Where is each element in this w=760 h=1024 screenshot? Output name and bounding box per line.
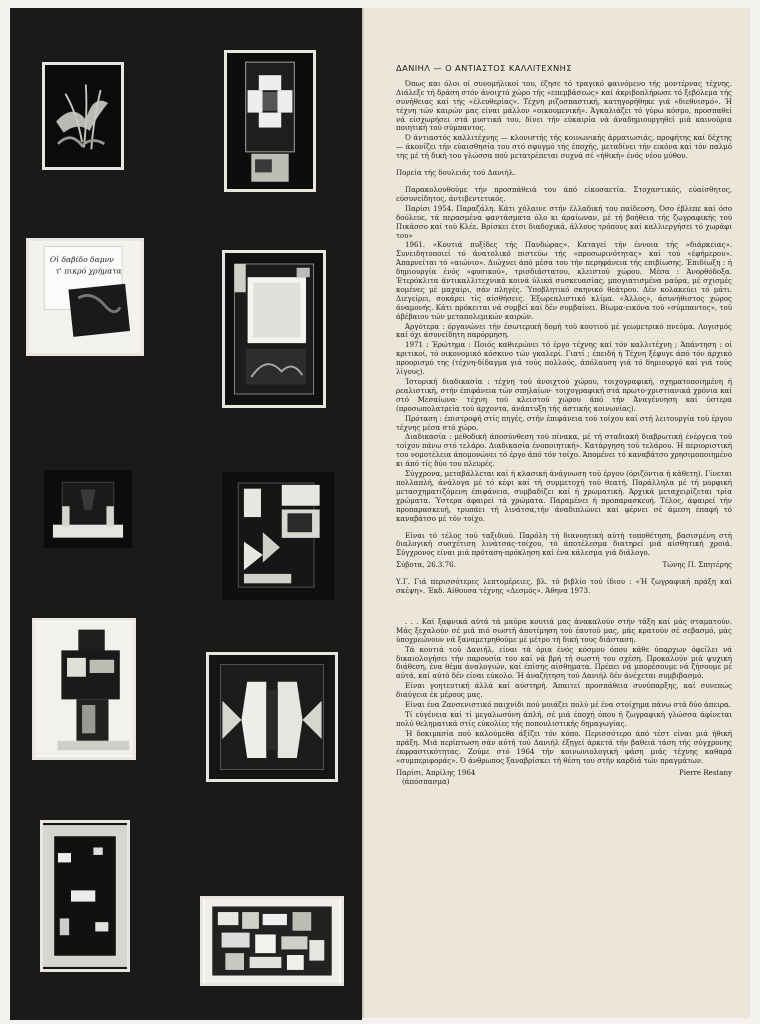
body-paragraph: Είναι τό τέλος τού ταξιδιού. Παρόλη τή διανοητική αύτή τοποθέτηση, βασισμένη στή διαλογική συσχέτιση λινάτσας-τοίχου, τό άποτέλεσμα διατηρεί μιά αίσθητική χροιά. Σύγχρονος είναι μιά πρόταση-πρόκληση καί ένα κάλεσμα γιά διάλογο. [396, 530, 732, 558]
signature-author: Τώνης Π. Σπητέρης [662, 560, 732, 570]
vertical-construction-drawing [35, 621, 133, 757]
quote-author: Pierre Restany [679, 768, 732, 778]
photo-dark-box-stand [44, 470, 132, 548]
body-paragraph: Πρόταση : έπιστροφή στίς πηγές, στήν έπιφάνεια τού τοίχου καί στή λειτουργία τού έργου τέχνης μέσα στό χώρο. [396, 413, 732, 432]
signature-block [396, 561, 732, 570]
quote-paragraph: Είναι γοητευτική άλλά καί αύστηρή. Άπαιτεί προσπάθεια συνύπαρξης, καί συνεπώς διαύγεια έκ μέρους μας. [396, 681, 732, 700]
quote-signature-block [396, 769, 732, 787]
panels-box-drawing [209, 655, 335, 779]
article-title: ΔΑΝΙΗΛ — Ο ΑΝΤΙΑΣΤΟΣ ΚΑΛΛΙΤΕΧΝΗΣ [396, 63, 572, 73]
box-cross-drawing [227, 53, 313, 189]
box-landscape-drawing [225, 253, 323, 405]
photo-folded-box [222, 472, 334, 600]
body-paragraph: Διαδικασία : μεθοδική άποσύνθεση τού πίνακα, μέ τή σταδιακή διαβρωτική ένέργεια τού τοίχου πάνω στό τελάρο. Διαδικασία ένοποιητική». Κατάργηση τού τελάρου. Ή περιοριστική του νομοτέλεια άπομονώνει τό έργο άπό τόν τοίχο. Άπομένει τό καναβάτσο χρησιμοποιημένο κι άπό τίς δύο του πλευρές. [396, 432, 732, 469]
photo-vertical-construction [32, 618, 136, 760]
body-paragraph: 1961. «Κουτιά πυξίδες τής Πανδώρας». Καταγεί τήν έννοια τής «διάρκειας». Συνειδητοποιεί τό άνατολικό πιστεύω τής «προσωρινότητας» καί τού «έφήμερου». Άπαρνείται τό «αιώνιο». Διώχνει άπό μέσα του τήν περηφάνεια τής επιβίωσης. Έπιδίωξη : ή δημιουργία ένός «φυσικού», τρισδιάστατου, κλειστού χώρου. Μέσα : Άνορθόδοξα. Έτερόκλιτα άντικαλλιτεχνικά κοινά ύλικά συσκευασίας, μπογιατισμένα μαύρα, μέ σχισμές κομένες μέ μαχαίρι, σάν πληγές. Ύποβλητικό σκηνικό θεάτρου. Δέν κολακεύει τό μάτι. Διεγείρει, σοκάρει τίς αίσθήσεις. Έξωρεαλιστικό κλίμα. «Άλλος», άσυνήθιστος χώρος άναμονής. Κάτι πρόκειται νά συμβεί καί δέν συμβαίνει. Βίωμα-εικόνα τού «σύμπαντος», τού άβέβαιου τών μεταπολεμικών καιρών. [396, 240, 732, 321]
grid-collage-drawing [203, 899, 341, 983]
photo-drawing-with-text [26, 238, 144, 356]
folded-box-drawing [225, 475, 331, 597]
postscript-note: Υ.Γ. Γιά περισσότερες λεπτομέρειες, βλ. τό βιβλίο τού ίδιου : «Ή ζωγραφική πράξη καί σκέψη». Έκδ. Αίθουσα τέχνης «Δεσμός». Άθηνα 1973. [396, 577, 732, 596]
dark-box-stand-drawing [47, 473, 129, 545]
photo-black-panel [40, 820, 130, 972]
quote-paragraph: Ή δοκιμασία πού καλούμεθα άξίζει τόν κόπο. Περισσότερο άπό τέστ είναι μιά ήθική πράξη. Μιά περίπτωση σάν αύτή τού Δανιήλ έξηγεί άρκετά τήν βαθειά τάση τής σύγχρονης έκφραστικότητας. Ζούμε στό 1964 τήν κοινωνιολογική φάση μιάς τέχνης καθαρά «συμπεριφοράς». Ό άνθρωπος ξαναβρίσκει τή θέση του στήν καρδιά τών πραγμάτων. [396, 728, 732, 765]
body-paragraph: Παρίσι 1954. Παραζάλη. Κάτι χόλαινε στήν έλλαδική του παίδευση. Όσο έβλεπε καί όσο δούλευε, τά περασμένα φαντάσματα όλο κι άραίωναν, μέ τή βοήθεια τής ζωγραφικής τού Πικάσσο καί τού Κλέε. Βρίσκει έτσι διαδοχικά, άλλους τρόπους καί καλλιεργήσει τό χωράφι του» [396, 203, 732, 240]
quote-paragraph: Τί εύγένεια καί τί μεγαλωσύνη άπλή, σέ μιά έποχή όπου ή ζωγραφική γλώσσα άφίνεται πολύ θεληματικά στίς εύκολίες τής ποπουλιστικής δημαγωγίας. [396, 710, 732, 728]
quote-excerpt-label: (άπόσπασμα) [402, 777, 450, 787]
quote-source [396, 769, 475, 787]
plant-artwork-drawing [45, 65, 121, 167]
intro-paragraph: Όπως και όλοι οί συνομήλικοί του, έζησε τό τραγικό φαινόμενο τής μοντέρνας τέχνης. Διάλεξε τή δράση στόν άνοιχτό χώρο τής «επεμβάσεως» καί άκριβοπλήρωσε τό ξεβόλεμα τής συνήθειας καί τής «έλευθερίας». Τέχνη ριζοσπαστική, κατηγορήθηκε γιά «διεθνισμό». Ή τέχνη τών καιρών μας είναι μάλλον «οικουμενική». Άγκαλιάζει τό γύρω κόσμο, προσπαθεί νά είσχωρήσει στά μυστικά του, δίνει τήν εύκαιρία νά άναδημιουργηθεί μιά καινούρια ποιητική τού σύμπαντος. [396, 78, 732, 133]
body-paragraph: Παρακολουθούμε τήν προσπάθειά του άπό είκοσαετία. Στοχαστικός, εύαίσθητος, εύσυνείδητος, άντιβεντετικός. [396, 184, 732, 203]
quote-paragraph: Τά κουτιά τού Δανιήλ, είναι τά όρια ένός κόσμου όπου κάθε ύπαρχων όφείλει νά δικαιολογήσει τήν παρουσία του καί νά βρή τή σωστή του σχέση. Προκαλούν μιά ψυχική διάθεση, ένα θέμα άναλογιών, καί έπίσης αίσθηματα. Πρέπει νά μπορέσουμε νά ζήσουμε μέ αύτά, καί αύτό δέν είναι εύκολο. Ή άναζήτηση τού Δανιήλ δέν άνέχεται συμβιβασμό. [396, 644, 732, 681]
body-paragraph: Σύγχρονα, μεταβάλλεται καί ή κλασική άνάγνωση τού έργου (όριζόντια ή κάθετη). Γίνεται πολλαπλή, άνάλογα μέ τό κέφι καί τή συμμετοχή τού θεατή. Παράλληλα μέ τή μορφική μετασχηματιζόμενη έπιφάνεια, συμβαδίζει καί ή χρωματική. Άρχικά μεταχειρίζεται τρία χρώματα. Ύστερα άφαιρεί τά χρώματα. Παραμένει ή προπαρασκευή. Τέλος, άφαιρεί τήν προπαρασκευή, τρυπάει τή λινάτσα,τήν άναδιπλώνει καί φέρνει σέ άμεση έπαφή τό καναβάτσο μέ τόν τοίχο. [396, 469, 732, 523]
drawing-with-text-artwork [29, 241, 141, 353]
section-subhead: Πορεία τής δουλειάς τού Δανιήλ. [396, 168, 516, 178]
photo-box-landscape [222, 250, 326, 408]
body-paragraph: Ίστορική διαδικασία : τέχνη τού άνοιχτού χώρου, τοιχογραφική, σχηματοποιημένη ή ρεαλιστική, στήν έπιφάνεια τών σπηλαίων· τοιχογραφική στά πρωτο-χριστιανικά χρόνια καί στό Μεσαίωνα· τέχνη τού κλειστού χώρου άπό τήν Άναγέννηση καί ύστερα (προσωπολατρεία τού άρχοντα, άνάπτυξη τής άστικής κοινωνίας). [396, 377, 732, 413]
svg-text:τ' πικρό χρήματα: τ' πικρό χρήματα [55, 266, 122, 276]
quote-paragraph: Είναι ένα Ζανσενιστικό παιχνίδι πού μοιάζει πολύ μέ ένα στοίχημα πάνω στά δύο άπειρα. [405, 700, 731, 710]
quote-place-date: Παρίσι, Άπρίλης 1964 [396, 768, 476, 778]
photo-panels-box [206, 652, 338, 782]
photo-plant-artwork [42, 62, 124, 170]
intro-paragraph: Ό άντιαστός καλλιτέχνης — κλονιστής τής κοινωνικής άρματωσιάς, προφήτης καί δέχτης — άκονίζει τήν εύαισθησία του στό σφυγμό τής έποχής, μεταδίνει τήν εικόνα καί τόν παλμό της μέ τή δική του γλώσσα πού μετατρέπεται συχνά σέ «ήθική» ένός νέου μύθου. [396, 133, 732, 161]
body-paragraph: Άργότερα : όργανώνει τήν έσωτερική δομή τού κουτιού μέ γεωμετρικό πνεύμα. Λογισμός καί όχι άσυνείδητη παρόρμηση. [396, 321, 732, 340]
svg-text:Οἱ δαβίδο δαμνν: Οἱ δαβίδο δαμνν [49, 254, 114, 264]
signature-place-date: Σύβοτα, 26.3.76. [396, 560, 456, 570]
black-panel-drawing [43, 823, 127, 969]
photo-grid-collage [200, 896, 344, 986]
quote-paragraph: . . . Καί ξαφνικά αύτά τά μαύρα κουτιά μας άνακαλούν στήν τάξη καί μάς σταματούν. Μάς ξεχαλούν σέ μιά πιό σωστή άποτίμηση τού έαυτού μας, μάς κρατούν σέ σεβασμό, μάς ύποχρεώνουν νά ξαναμετρηθούμε μέ μέτρο τή δική τους διάσταση. [396, 616, 732, 644]
article [396, 64, 732, 787]
body-paragraph: 1971 : Έρώτημα : Ποιός καθιερώνει τό έργο τέχνης καί τόν καλλιτέχνη ; Άπάντηση : οί κριτικοί, τό οικονομικό κόσκινο τών γκαλερί. Γιατί ; έπειδή ή Τέχνη ξέφυγε άπό τόν άρχικό προορισμό της (τέχνη-δίδαγμα γιά τούς πολλούς, άπόλαυση γιά τό δημιουργό καί γιά τούς λίγους). [396, 340, 732, 377]
photo-box-cross [224, 50, 316, 192]
